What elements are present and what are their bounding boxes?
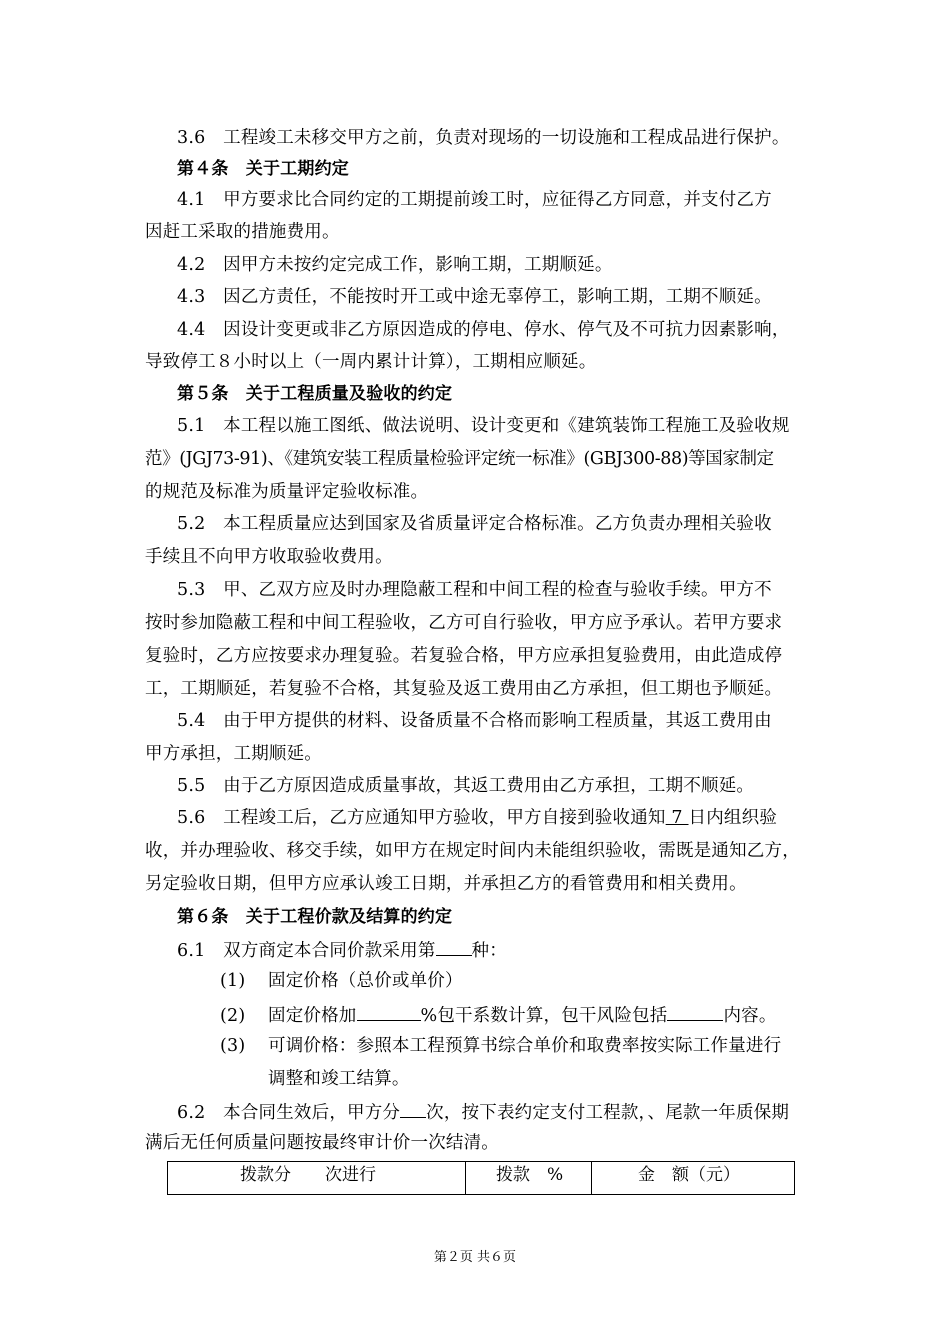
clause-5-6-line2: 收，并办理验收、移交手续，如甲方在规定时间内未能组织验收，需既是通知乙方，: [145, 841, 800, 861]
days-value: 7: [665, 808, 689, 828]
table-header-amount: [592, 1162, 794, 1194]
clause-6-1-text: 6.1 双方商定本合同价款采用第: [177, 941, 436, 961]
option-3-line2: 调整和竣工结算。: [268, 1069, 410, 1089]
clause-4-1-line2: 因赶工采取的措施费用。: [145, 222, 340, 242]
option-3-text: 可调价格：参照本工程预算书综合单价和取费率按实际工作量进行: [268, 1036, 782, 1056]
clause-5-4-line2: 甲方承担，工期顺延。: [145, 744, 322, 764]
clause-4-3: 4.3 因乙方责任，不能按时开工或中途无辜停工，影响工期，工期不顺延。: [177, 287, 772, 307]
table-header-installments-label: 拨款分 次进行: [240, 1165, 376, 1185]
clause-3-6: 3.6 工程竣工未移交甲方之前，负责对现场的一切设施和工程成品进行保护。: [177, 128, 790, 148]
clause-5-3-line2: 按时参加隐蔽工程和中间工程验收，乙方可自行验收，甲方应予承认。若甲方要求: [145, 613, 783, 633]
section-6-heading: 第６条 关于工程价款及结算的约定: [177, 907, 453, 927]
clause-6-2-line1: [177, 1099, 789, 1125]
clause-6-2-text-end: 次，按下表约定支付工程款，、尾款一年质保期: [426, 1103, 790, 1123]
option-2-number: (2): [220, 1006, 246, 1026]
clause-4-1-line1: 4.1 甲方要求比合同约定的工期提前竣工时，应征得乙方同意，并支付乙方: [177, 190, 772, 210]
clause-5-2-line1: 5.2 本工程质量应达到国家及省质量评定合格标准。乙方负责办理相关验收: [177, 514, 772, 534]
option-1-text: 固定价格（总价或单价）: [268, 971, 463, 991]
clause-5-6-text: 5.6 工程竣工后，乙方应通知甲方验收，甲方自接到验收通知: [177, 808, 666, 828]
clause-5-1-line2: 范》(JGJ73-91)、《建筑安装工程质量检验评定统一标准》(GBJ300-88)等国家制定: [145, 449, 774, 469]
option-1: [220, 969, 463, 993]
clause-5-1-line3: 的规范及标准为质量评定验收标准。: [145, 482, 429, 502]
option-2-text-mid: %包干系数计算，包干风险包括: [420, 1006, 668, 1026]
table-header-amount-label: 金 额（元）: [638, 1165, 740, 1185]
option-3: [220, 1034, 781, 1058]
clause-5-4-line1: 5.4 由于甲方提供的材料、设备质量不合格而影响工程质量，其返工费用由: [177, 711, 772, 731]
risk-blank: [667, 1002, 723, 1021]
option-2: [220, 1002, 777, 1028]
section-5-heading: 第５条 关于工程质量及验收的约定: [177, 384, 453, 404]
installments-blank: [400, 1099, 426, 1118]
clause-5-6-text-end: 日内组织验: [688, 808, 778, 828]
table-header-percent: [466, 1162, 592, 1194]
option-2-text: 固定价格加: [268, 1006, 357, 1026]
clause-5-3-line4: 工，工期顺延，若复验不合格，其复验及返工费用由乙方承担，但工期也予顺延。: [145, 679, 783, 699]
clause-5-5: 5.5 由于乙方原因造成质量事故，其返工费用由乙方承担，工期不顺延。: [177, 776, 755, 796]
percent-blank: [357, 1002, 421, 1021]
clause-6-1: [177, 937, 507, 963]
clause-4-2: 4.2 因甲方未按约定完成工作，影响工期，工期顺延。: [177, 255, 613, 275]
clause-6-1-text-end: 种：: [471, 941, 507, 961]
section-4-heading: 第４条 关于工期约定: [177, 159, 349, 179]
table-header-percent-label: 拨款 %: [496, 1165, 564, 1185]
option-3-number: (3): [220, 1036, 246, 1056]
payment-table: [167, 1161, 795, 1195]
option-1-number: (1): [220, 971, 246, 991]
clause-6-2-text: 6.2 本合同生效后，甲方分: [177, 1103, 401, 1123]
option-2-text-end: 内容。: [723, 1006, 777, 1026]
price-type-blank: [436, 937, 472, 956]
clause-4-4-line2: 导致停工８小时以上（一周内累计计算），工期相应顺延。: [145, 352, 597, 372]
clause-5-2-line2: 手续且不向甲方收取验收费用。: [145, 547, 393, 567]
clause-5-3-line1: 5.3 甲、乙双方应及时办理隐蔽工程和中间工程的检查与验收手续。甲方不: [177, 580, 772, 600]
clause-5-3-line3: 复验时，乙方应按要求办理复验。若复验合格，甲方应承担复验费用，由此造成停: [145, 646, 783, 666]
clause-5-6-line3: 另定验收日期，但甲方应承认竣工日期，并承担乙方的看管费用和相关费用。: [145, 874, 747, 894]
table-header-installments: [168, 1162, 466, 1194]
clause-5-6-line1: [177, 806, 777, 830]
clause-4-4-line1: 4.4 因设计变更或非乙方原因造成的停电、停水、停气及不可抗力因素影响，: [177, 320, 790, 340]
clause-5-1-line1: 5.1 本工程以施工图纸、做法说明、设计变更和《建筑装饰工程施工及验收规: [177, 416, 790, 436]
clause-6-2-line2: 满后无任何质量问题按最终审计价一次结清。: [145, 1133, 499, 1153]
page-footer: 第２页 共６页: [433, 1250, 517, 1265]
